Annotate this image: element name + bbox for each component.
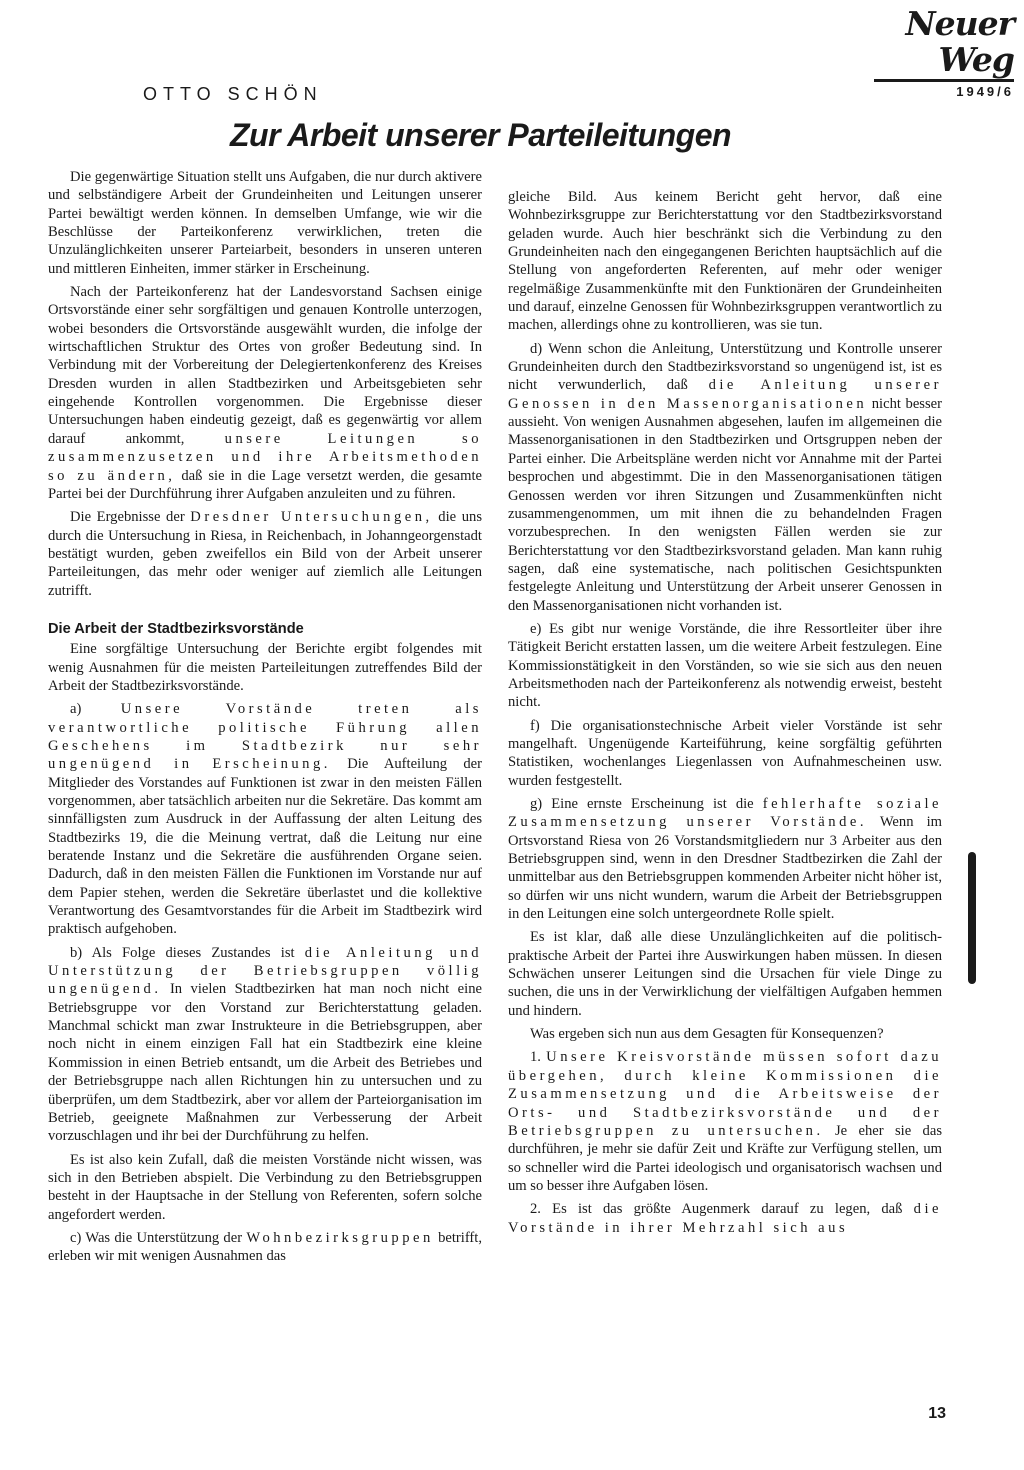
paragraph: b) Als Folge dieses Zustandes ist die Anleitung und Unterstützung der Betriebsgruppen völlig ungenügend. In vielen Stadtbezirken hat man noch nicht eine Betriebsgruppe vor den Vorstand zur Berichterstattung geladen. Manchmal schickt man zwar Instrukteure in die Betriebsgruppen, aber noch nicht in einem einzigen Fall hat ein Stadtbezirk eine kleine Kommission in einen Betrieb entsandt, um die Arbeit des Betriebes und der Betriebsgruppe nach allen Richtungen hin zu untersuchen und zu überprüfen, um dem Stadtbezirk, aber vor allem der Parteiorganisation im Betrieb, geeignete Maßnahmen zur Verbesserung der Arbeit vorzuschlagen und ihr bei der Durchführung zu helfen. [48, 944, 482, 1145]
paragraph: Die gegenwärtige Situation stellt uns Aufgaben, die nur durch aktivere und selbständigere Arbeit der Grundeinheiten und Leitungen unserer Partei bewältigt werden können. In demselben Umfange, wie wir die Beschlüsse der Parteikonferenz verwirklichen, treten die Unzulänglichkeiten unserer Parteiarbeit, besonders in unseren unteren und mittleren Einheiten, immer stärker in Erscheinung. [48, 169, 482, 277]
masthead [874, 6, 1014, 99]
page-number: 13 [928, 1405, 946, 1422]
paragraph: Die Ergebnisse der Dresdner Untersuchungen, die uns durch die Untersuchung in Riesa, in Reichenbach, in Johanngeorgenstadt bestätigt wurden, geben zweifellos ein Bild von der Arbeit unserer Parteileitungen, das mehr oder weniger auf ziemlich alle Leitungen zutrifft. [48, 509, 482, 599]
paragraph: f) Die organisationstechnische Arbeit vieler Vorstände ist sehr mangelhaft. Ungenügende Karteiführung, keine sorgfältig geführten Statistiken, wochenlanges Liegenlassen von Aufnahmescheinen usw. wurden festgestellt. [508, 717, 942, 789]
paragraph: 1. Unsere Kreisvorstände müssen sofort dazu übergehen, durch kleine Kommissionen die Zusammensetzung und die Arbeitsweise der Orts- und Stadtbezirksvorstände und der Betriebsgruppen zu untersuchen. Je eher sie das durchführen, je mehr sie dafür Zeit und Kräfte zur Verfügung stellen, um so schneller wird die Partei ideologisch und organisatorisch wachsen und um so besser ihre Aufgaben lösen. [508, 1049, 943, 1194]
article-title: Zur Arbeit unserer Parteileitungen [230, 117, 732, 153]
paragraph: c) Was die Unterstützung der Wohnbezirksgruppen betrifft, erleben wir mit wenigen Ausnahmen das [48, 1229, 482, 1265]
margin-mark [968, 852, 976, 984]
paragraph: d) Wenn schon die Anleitung, Unterstützung und Kontrolle unserer Grundeinheiten durch den Stadtbezirksvorstand so ungenügend ist, ist es nicht verwunderlich, daß die Anleitung unserer Genossen in den Massenorganisationen nicht besser aussieht. Von wenigen Ausnahmen abgesehen, laufen im allgemeinen die Massenorganisationen in den Stadtbezirken und Ortsgruppen neben der Partei einher. Die Arbeitspläne werden nicht vor Annahme mit der Partei besprochen und abgestimmt. Die in den Massenorganisationen tätigen Genossen werden vor ihren Sitzungen und Zusammenkünften nicht zusammengenommen, um mit ihnen die zu behandelnden Fragen vorzubesprechen. In den wenigsten Fällen werden sie zur Berichterstattung vor den Stadtbezirksvorstand geladen. Man kann ruhig sagen, daß eine systematische, nach politischen Gesichtspunkten festgelegte Anleitung und Unterstützung der Arbeit unserer Genossen in den Massenorganisationen nicht vorhanden ist. [508, 340, 942, 614]
paragraph: a) Unsere Vorstände treten als verantwortliche politische Führung allen Geschehens im Stadtbezirk nur sehr ungenügend in Erscheinung. Die Aufteilung der Mitglieder des Vorstandes auf Funktionen ist zwar in den meisten Fällen vorgenommen, aber tatsächlich arbeiten nur die Sekretäre. Das kommt am sinnfälligsten zum Ausdruck in der Auffassung der alten Leitung des Stadtbezirks 19, die die Meinung vertrat, daß die Leitung nur eine beratende Instanz und die Sekretäre die ausführenden Organe seien. Dadurch, daß in den meisten Fällen die Funktionen im Vorstande nur auf dem Papier stehen, werden die Sekretäre überlastet und die kollektive Verantwortung des Gesamtvorstandes für die Arbeit im Stadtbezirk wird praktisch aufgehoben. [48, 701, 483, 938]
magazine-logo: Neuer Weg [905, 4, 1014, 79]
paragraph: e) Es gibt nur wenige Vorstände, die ihre Ressortleiter über ihre Tätigkeit Bericht erstatten lassen, um die weitere Arbeit festzulegen. Eine Kommissionstätigkeit in den Vorständen, so wie sie sich aus den neuen Arbeitsmethoden nach der Parteikonferenz als notwendig erweist, besteht nicht. [508, 620, 942, 711]
paragraph: 2. Es ist das größte Augenmerk darauf zu legen, daß die Vorstände in ihrer Mehrzahl sich aus [508, 1201, 942, 1236]
paragraph: Es ist also kein Zufall, daß die meisten Vorstände nicht wissen, was sich in den Betrieben abspielt. Die Verbindung zu den Betriebsgruppen besteht in der Hauptsache in der Stellung von Referenten, sofern solche angefordert werden. [48, 1151, 482, 1223]
section-heading: Die Arbeit der Stadtbezirksvorstände [48, 620, 304, 637]
paragraph: Was ergeben sich nun aus dem Gesagten für Konsequenzen? [530, 1026, 884, 1043]
author-name: OTTO SCHÖN [143, 84, 323, 104]
right-column [508, 188, 942, 1242]
paragraph: g) Eine ernste Erscheinung ist die fehlerhafte soziale Zusammensetzung unserer Vorstände. Wenn im Ortsvorstand Riesa von 26 Vorstandsmitgliedern nur 3 Arbeiter aus den Betriebsgruppen sind, wenn in den Dresdner Stadtbezirken die Zahl der unmittelbar aus den Betriebsgruppen kommenden Arbeiter nicht höher ist, so dürfen wir uns nicht wundern, warum die Arbeit der Betriebsgruppen in den Leitungen eine solch untergeordnete Rolle spielt. [508, 796, 942, 923]
paragraph: Nach der Parteikonferenz hat der Landesvorstand Sachsen einige Ortsvorstände einer sehr sorgfältigen und genauen Kontrolle unterzogen, wobei besonders die Ortsvorstände ausgewählt wurden, die infolge der wirtschaftlichen Struktur des Ortes von großer Bedeutung sind. In Verbindung mit der Vorbereitung der Delegiertenkonferenz des Kreises Dresden wurden in allen Stadtbezirken und Arbeitsgebieten sehr eingehende Kontrollen vorgenommen. Die Ergebnisse dieser Untersuchungen haben eindeutig gezeigt, daß es gegenwärtig vor allem darauf ankommt, unsere Leitungen so zusammenzusetzen und ihre Arbeitsmethoden so zu ändern, daß sie in die Lage versetzt werden, die gesamte Partei bei der Durchführung ihrer Aufgaben anzuleiten und zu führen. [48, 284, 482, 502]
masthead-rule [874, 79, 1014, 82]
paragraph: Eine sorgfältige Untersuchung der Berichte ergibt folgendes mit wenig Ausnahmen für die meisten Parteileitungen zutreffendes Bild der Arbeit der Stadtbezirksvorstände. [48, 641, 482, 694]
paragraph: gleiche Bild. Aus keinem Bericht geht hervor, daß eine Wohnbezirksgruppe zur Berichterstattung vor den Stadtbezirksvorstand geladen wurde. Auch hier beschränkt sich die Verbindung zu den Grundeinheiten nach den eingegangenen Berichten hauptsächlich auf die Stellung von angeforderten Referenten, auf mehr oder weniger regelmäßige Zusammenkünfte mit den Funktionären der Grundeinheiten und darauf, einzelne Genossen für Wohnbezirksgruppen verantwortlich zu machen, allerdings ohne zu kontrollieren, was sie tun. [508, 189, 942, 334]
paragraph: Es ist klar, daß alle diese Unzulänglichkeiten auf die politisch-praktische Arbeit der Partei ihre Auswirkungen haben müssen. In diesen Schwächen unserer Leitungen sind die Ursachen für viele Dinge zu suchen, die uns in der Verwirklichung der vielfältigen Aufgaben hemmen und hindern. [508, 929, 942, 1019]
left-column [48, 168, 482, 1271]
issue-number: 1949/6 [956, 84, 1014, 99]
